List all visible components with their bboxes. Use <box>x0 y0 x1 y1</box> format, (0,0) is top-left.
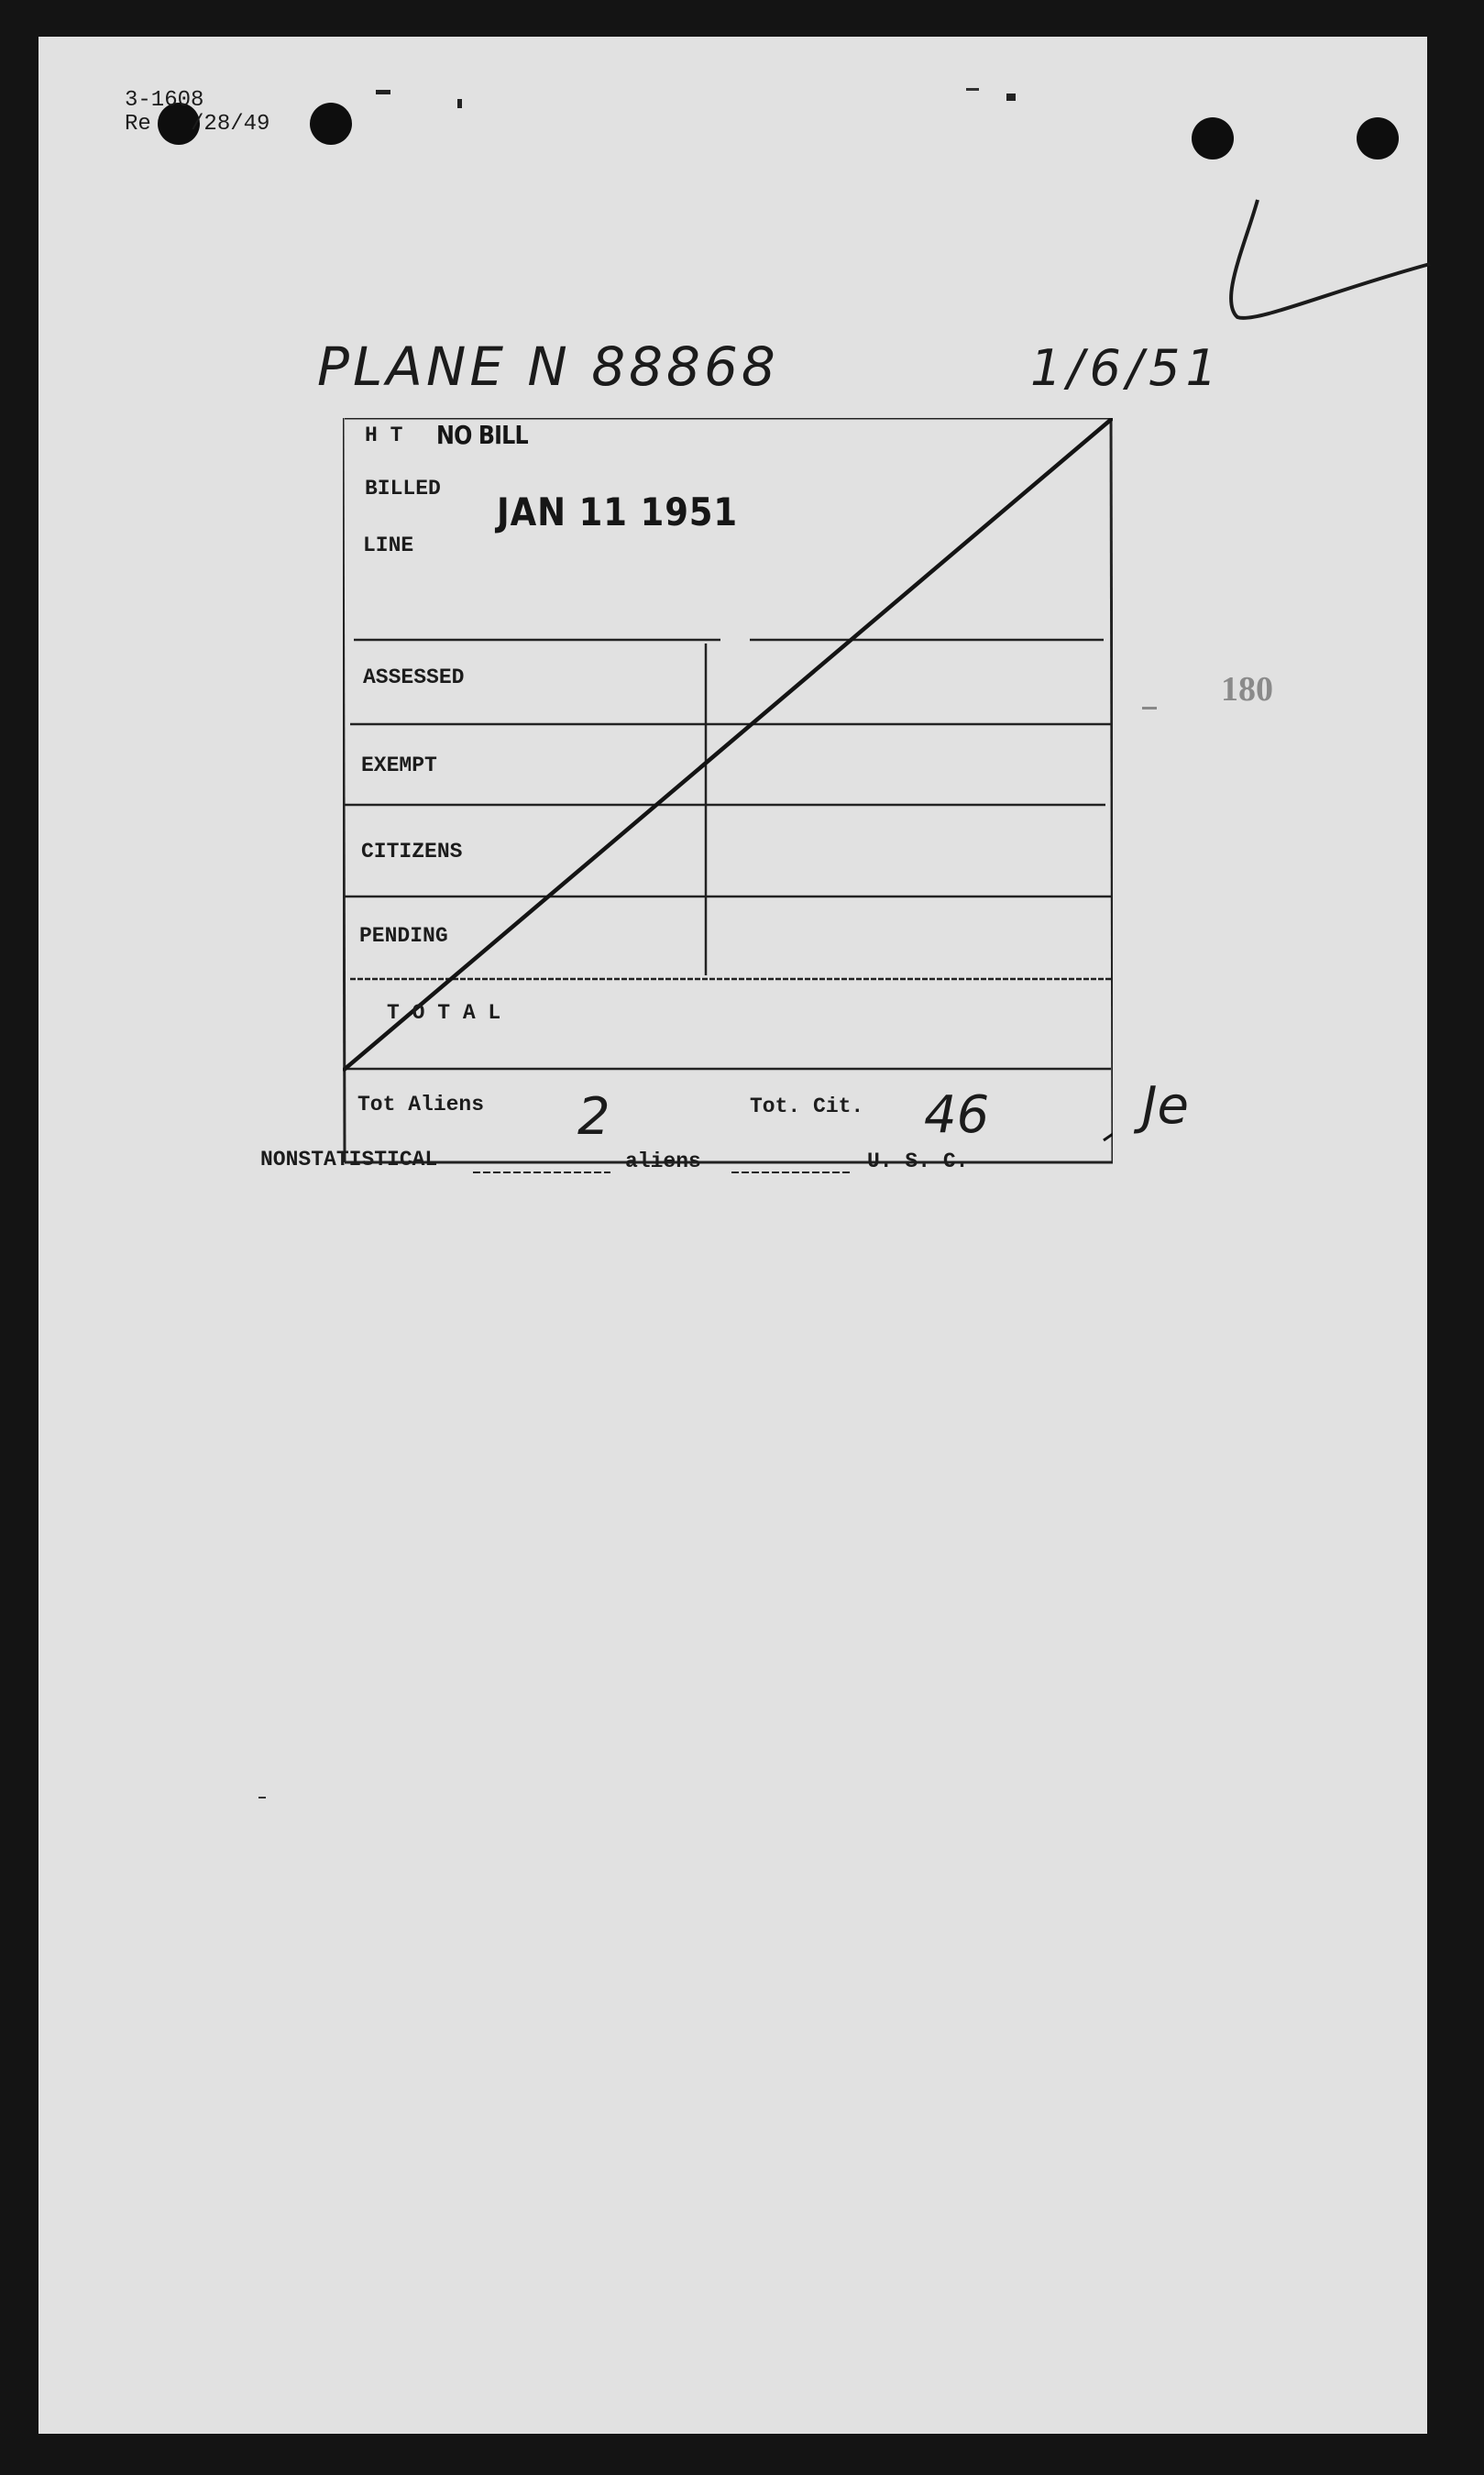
handwritten-date: 1/6/51 <box>1030 339 1223 397</box>
form-revision: Re /28/49 <box>125 112 270 137</box>
document-page <box>38 37 1427 2434</box>
usc-label: U. S. C. <box>867 1150 969 1173</box>
total-label: T O T A L <box>387 1001 501 1025</box>
statistics-form <box>343 418 1189 1166</box>
form-number: 3-1608 <box>125 88 204 113</box>
no-bill-stamp: NO BILL <box>436 420 528 450</box>
check-mark-icon <box>1201 163 1439 328</box>
form-row-label: EXEMPT <box>361 754 437 777</box>
form-row-label: ASSESSED <box>363 666 465 689</box>
side-number: 180 <box>1221 670 1273 709</box>
tot-cit-value: 46 <box>924 1085 990 1145</box>
tot-aliens-label: Tot Aliens <box>357 1093 485 1116</box>
tot-aliens-value: 2 <box>577 1087 610 1147</box>
nonstatistical-label: NONSTATISTICAL <box>260 1148 438 1172</box>
billed-label: BILLED <box>365 477 441 500</box>
form-row-label: CITIZENS <box>361 840 463 864</box>
line-label: LINE <box>363 534 414 557</box>
form-row-label: PENDING <box>359 924 448 948</box>
nonstatistical-blank <box>473 1170 610 1175</box>
handwritten-plane-number: PLANE N 88868 <box>317 336 779 398</box>
date-stamp: JAN 11 1951 <box>497 490 739 534</box>
aliens-label: aliens <box>625 1150 701 1173</box>
aliens-blank <box>731 1170 851 1175</box>
tot-cit-label: Tot. Cit. <box>750 1094 864 1118</box>
initials: Je <box>1142 1076 1189 1136</box>
ht-label: H T <box>365 424 403 447</box>
